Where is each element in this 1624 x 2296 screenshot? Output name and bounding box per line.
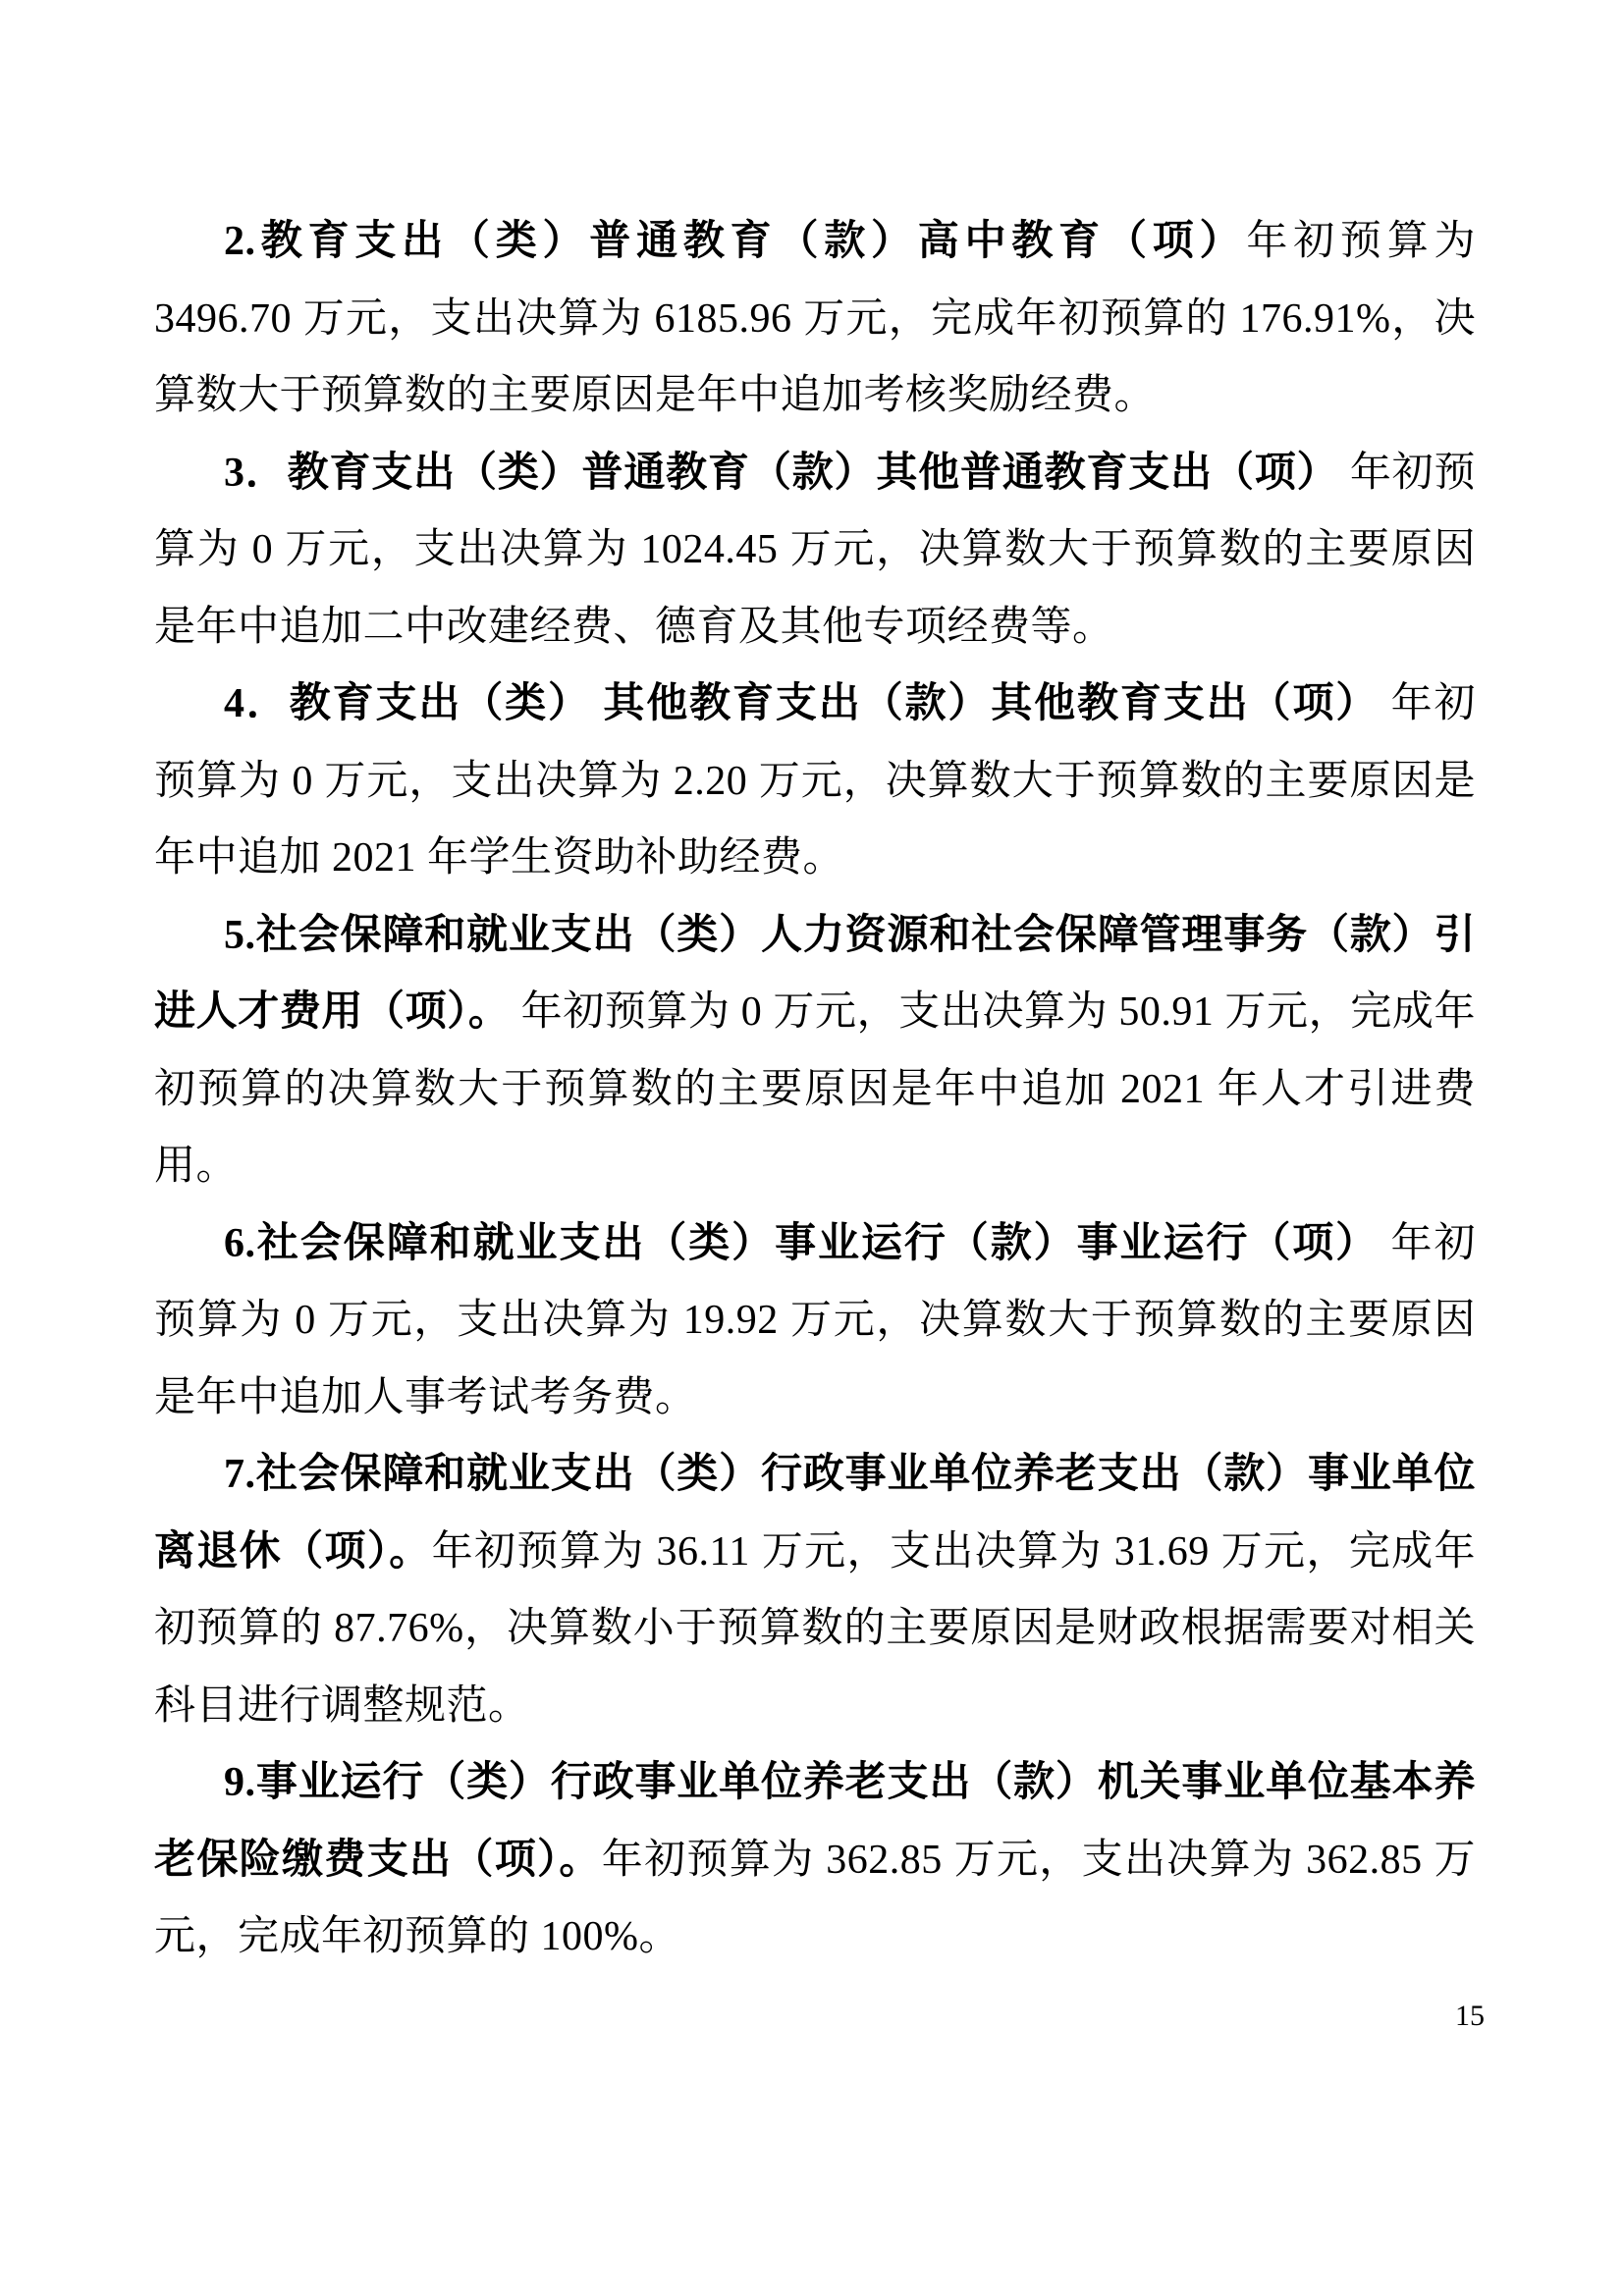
- paragraph-body: 年初预算为 0 万元，支出决算为 19.92 万元，决算数大于预算数的主要原因是年中追加人事考试考务费。: [154, 1220, 1476, 1420]
- page-number: 15: [1455, 2000, 1485, 2032]
- paragraph-heading: 4．教育支出（类） 其他教育支出（款）其他教育支出（项）: [224, 681, 1380, 726]
- paragraph-heading: 3．教育支出（类）普通教育（款）其他普通教育支出（项）: [224, 450, 1339, 496]
- paragraph-body: 年初预算为 0 万元，支出决算为 2.20 万元，决算数大于预算数的主要原因是年中追加 2021 年学生资助补助经费。: [154, 681, 1476, 881]
- document-body: [154, 203, 1476, 1976]
- paragraph-body: 年初预算为 3496.70 万元，支出决算为 6185.96 万元，完成年初预算的 176.91%，决算数大于预算数的主要原因是年中追加考核奖励经费。: [154, 219, 1476, 418]
- paragraph-body: 年初预算为 362.85 万元，支出决算为 362.85 万元，完成年初预算的 100%。: [154, 1837, 1476, 1959]
- budget-paragraph-item-3: [154, 435, 1476, 667]
- paragraph-heading: 9.事业运行（类）行政事业单位养老支出（款）机关事业单位基本养老保险缴费支出（项）。: [154, 1760, 1476, 1883]
- paragraph-heading: 5.社会保障和就业支出（类）人力资源和社会保障管理事务（款）引进人才费用（项）。: [154, 912, 1476, 1035]
- budget-paragraph-item-4: [154, 666, 1476, 897]
- budget-paragraph-item-6: [154, 1205, 1476, 1437]
- paragraph-heading: 6.社会保障和就业支出（类）事业运行（款）事业运行（项）: [224, 1220, 1380, 1266]
- budget-paragraph-item-2: [154, 203, 1476, 435]
- paragraph-heading: 2.教育支出（类）普通教育（款）高中教育（项）: [224, 219, 1247, 264]
- paragraph-body: 年初预算为 36.11 万元，支出决算为 31.69 万元，完成年初预算的 87.76%，决算数小于预算数的主要原因是财政根据需要对相关科目进行调整规范。: [154, 1528, 1476, 1729]
- paragraph-heading: 7.社会保障和就业支出（类）行政事业单位养老支出（款）事业单位离退休（项）。: [154, 1452, 1476, 1575]
- paragraph-body: 年初预算为 0 万元，支出决算为 50.91 万元，完成年初预算的决算数大于预算数的主要原因是年中追加 2021 年人才引进费用。: [154, 989, 1476, 1189]
- budget-paragraph-item-7: [154, 1436, 1476, 1744]
- budget-paragraph-item-9: [154, 1744, 1476, 1976]
- paragraph-body: 年初预算为 0 万元，支出决算为 1024.45 万元，决算数大于预算数的主要原因是年中追加二中改建经费、德育及其他专项经费等。: [154, 450, 1476, 650]
- budget-paragraph-item-5: [154, 897, 1476, 1205]
